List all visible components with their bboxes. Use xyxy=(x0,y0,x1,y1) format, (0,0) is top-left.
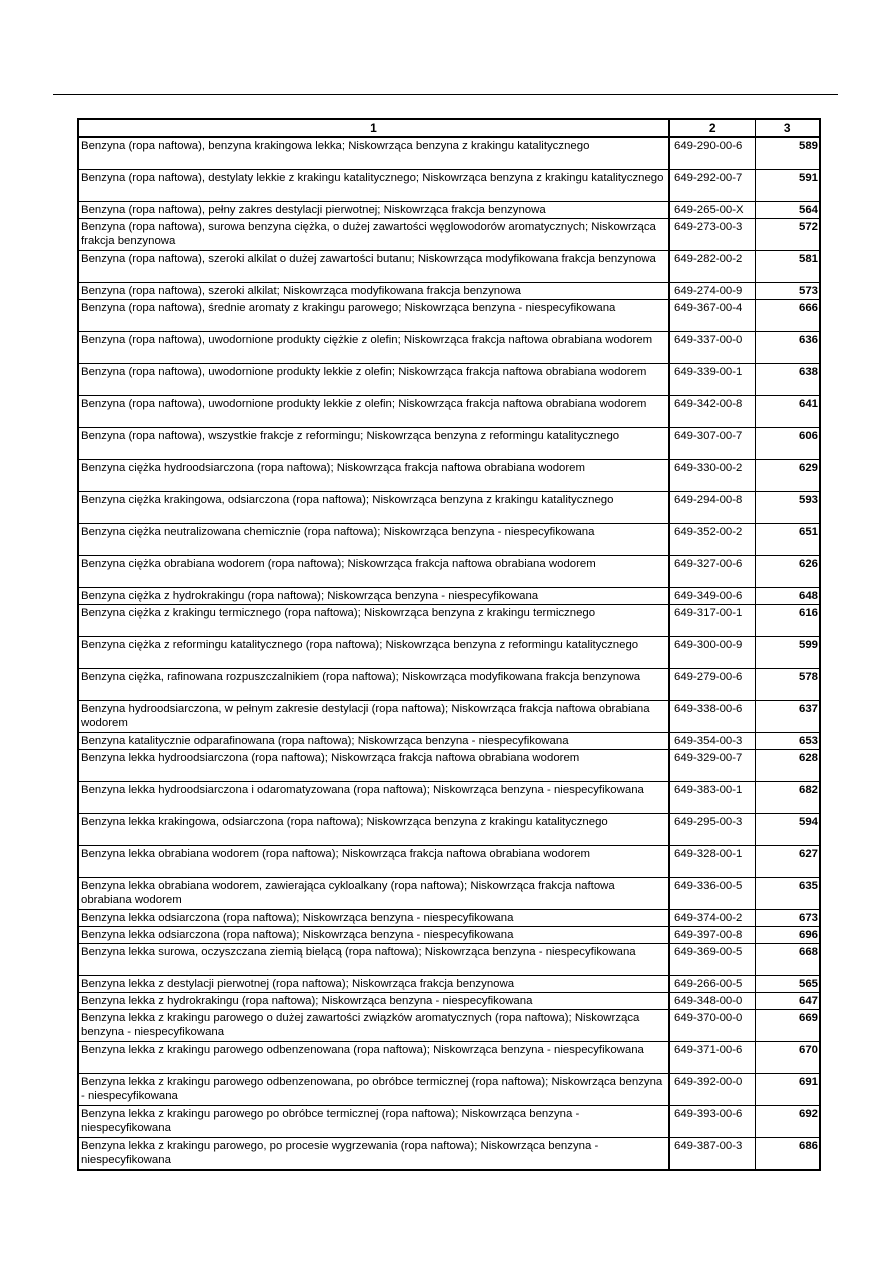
table-row xyxy=(78,1042,820,1074)
index-number-cell: 649-317-00-1 xyxy=(669,605,755,637)
page-number-cell: 616 xyxy=(755,605,820,637)
substance-name-cell: Benzyna (ropa naftowa), szeroki alkilat o dużej zawartości butanu; Niskowrząca modyfikowana frakcja benzynowa xyxy=(78,251,669,283)
table-row xyxy=(78,219,820,251)
table-row xyxy=(78,332,820,364)
table-row xyxy=(78,701,820,733)
page-number-cell: 647 xyxy=(755,993,820,1010)
index-number-cell: 649-338-00-6 xyxy=(669,701,755,733)
index-number-cell: 649-300-00-9 xyxy=(669,637,755,669)
page-number-cell: 691 xyxy=(755,1074,820,1106)
index-number-cell: 649-371-00-6 xyxy=(669,1042,755,1074)
table-row xyxy=(78,814,820,846)
substance-name-cell: Benzyna lekka surowa, oczyszczana ziemią bielącą (ropa naftowa); Niskowrząca benzyna - niespecyfikowana xyxy=(78,944,669,976)
substance-name-cell: Benzyna lekka z krakingu parowego o dużej zawartości związków aromatycznych (ropa naftowa); Niskowrząca benzyna - niespecyfikowana xyxy=(78,1010,669,1042)
table-row xyxy=(78,1106,820,1138)
page-number-cell: 635 xyxy=(755,878,820,910)
page-number-cell: 573 xyxy=(755,283,820,300)
index-number-cell: 649-329-00-7 xyxy=(669,750,755,782)
page-number-cell: 696 xyxy=(755,927,820,944)
table-row xyxy=(78,588,820,605)
substance-name-cell: Benzyna lekka z hydrokrakingu (ropa naftowa); Niskowrząca benzyna - niespecyfikowana xyxy=(78,993,669,1010)
index-number-cell: 649-282-00-2 xyxy=(669,251,755,283)
page-number-cell: 578 xyxy=(755,669,820,701)
page-number-cell: 581 xyxy=(755,251,820,283)
page-number-cell: 641 xyxy=(755,396,820,428)
page-number-cell: 673 xyxy=(755,910,820,927)
table-row xyxy=(78,556,820,588)
substance-name-cell: Benzyna (ropa naftowa), benzyna krakingowa lekka; Niskowrząca benzyna z krakingu katalitycznego xyxy=(78,137,669,170)
substance-name-cell: Benzyna lekka z krakingu parowego odbenzenowana, po obróbce termicznej (ropa naftowa); Niskowrząca benzyna - niespecyfikowana xyxy=(78,1074,669,1106)
page-number-cell: 599 xyxy=(755,637,820,669)
page-number-cell: 589 xyxy=(755,137,820,170)
page-number-cell: 572 xyxy=(755,219,820,251)
table-row xyxy=(78,492,820,524)
substance-name-cell: Benzyna ciężka z hydrokrakingu (ropa naftowa); Niskowrząca benzyna - niespecyfikowana xyxy=(78,588,669,605)
index-number-cell: 649-327-00-6 xyxy=(669,556,755,588)
page-number-cell: 653 xyxy=(755,733,820,750)
substance-name-cell: Benzyna (ropa naftowa), szeroki alkilat; Niskowrząca modyfikowana frakcja benzynowa xyxy=(78,283,669,300)
substance-name-cell: Benzyna (ropa naftowa), surowa benzyna ciężka, o dużej zawartości węglowodorów aromatycznych; Niskowrząca frakcja benzynowa xyxy=(78,219,669,251)
index-number-cell: 649-273-00-3 xyxy=(669,219,755,251)
index-number-cell: 649-328-00-1 xyxy=(669,846,755,878)
substance-name-cell: Benzyna (ropa naftowa), wszystkie frakcje z reformingu; Niskowrząca benzyna z reformingu katalitycznego xyxy=(78,428,669,460)
substance-name-cell: Benzyna (ropa naftowa), destylaty lekkie z krakingu katalitycznego; Niskowrząca benzyna z krakingu katalitycznego xyxy=(78,170,669,202)
table-row xyxy=(78,170,820,202)
table-row xyxy=(78,944,820,976)
substance-name-cell: Benzyna lekka z krakingu parowego, po procesie wygrzewania (ropa naftowa); Niskowrząca benzyna - niespecyfikowana xyxy=(78,1138,669,1171)
index-number-cell: 649-266-00-5 xyxy=(669,976,755,993)
table-row xyxy=(78,283,820,300)
index-number-cell: 649-339-00-1 xyxy=(669,364,755,396)
substance-name-cell: Benzyna ciężka, rafinowana rozpuszczalnikiem (ropa naftowa); Niskowrząca modyfikowana frakcja benzynowa xyxy=(78,669,669,701)
table-row xyxy=(78,669,820,701)
table-row xyxy=(78,300,820,332)
index-number-cell: 649-290-00-6 xyxy=(669,137,755,170)
table-row xyxy=(78,605,820,637)
page-number-cell: 637 xyxy=(755,701,820,733)
table-row xyxy=(78,1010,820,1042)
substance-index-table xyxy=(77,118,821,1171)
index-number-cell: 649-370-00-0 xyxy=(669,1010,755,1042)
table-row xyxy=(78,428,820,460)
table-row xyxy=(78,137,820,170)
table-row xyxy=(78,993,820,1010)
page-number-cell: 593 xyxy=(755,492,820,524)
index-number-cell: 649-383-00-1 xyxy=(669,782,755,814)
table-row xyxy=(78,202,820,219)
index-number-cell: 649-393-00-6 xyxy=(669,1106,755,1138)
substance-name-cell: Benzyna lekka krakingowa, odsiarczona (ropa naftowa); Niskowrząca benzyna z krakingu katalitycznego xyxy=(78,814,669,846)
substance-name-cell: Benzyna lekka z krakingu parowego odbenzenowana (ropa naftowa); Niskowrząca benzyna - niespecyfikowana xyxy=(78,1042,669,1074)
index-number-cell: 649-279-00-6 xyxy=(669,669,755,701)
substance-name-cell: Benzyna ciężka obrabiana wodorem (ropa naftowa); Niskowrząca frakcja naftowa obrabiana wodorem xyxy=(78,556,669,588)
substance-name-cell: Benzyna (ropa naftowa), pełny zakres destylacji pierwotnej; Niskowrząca frakcja benzynowa xyxy=(78,202,669,219)
index-number-cell: 649-392-00-0 xyxy=(669,1074,755,1106)
page-number-cell: 668 xyxy=(755,944,820,976)
index-number-cell: 649-367-00-4 xyxy=(669,300,755,332)
index-number-cell: 649-369-00-5 xyxy=(669,944,755,976)
page-number-cell: 682 xyxy=(755,782,820,814)
header-rule xyxy=(53,94,838,95)
index-number-cell: 649-387-00-3 xyxy=(669,1138,755,1171)
table-body xyxy=(78,137,820,1170)
table-row xyxy=(78,524,820,556)
substance-name-cell: Benzyna lekka z krakingu parowego po obróbce termicznej (ropa naftowa); Niskowrząca benzyna - niespecyfikowana xyxy=(78,1106,669,1138)
page-number-cell: 606 xyxy=(755,428,820,460)
substance-name-cell: Benzyna ciężka krakingowa, odsiarczona (ropa naftowa); Niskowrząca benzyna z krakingu katalitycznego xyxy=(78,492,669,524)
index-number-cell: 649-274-00-9 xyxy=(669,283,755,300)
table-row xyxy=(78,364,820,396)
page-number-cell: 564 xyxy=(755,202,820,219)
page-number-cell: 591 xyxy=(755,170,820,202)
page-number-cell: 628 xyxy=(755,750,820,782)
column-header-index: 2 xyxy=(669,119,755,137)
page-number-cell: 627 xyxy=(755,846,820,878)
page-number-cell: 648 xyxy=(755,588,820,605)
substance-name-cell: Benzyna ciężka hydroodsiarczona (ropa naftowa); Niskowrząca frakcja naftowa obrabiana wodorem xyxy=(78,460,669,492)
table-row xyxy=(78,251,820,283)
page-number-cell: 629 xyxy=(755,460,820,492)
substance-name-cell: Benzyna hydroodsiarczona, w pełnym zakresie destylacji (ropa naftowa); Niskowrząca frakcja naftowa obrabiana wodorem xyxy=(78,701,669,733)
substance-name-cell: Benzyna (ropa naftowa), uwodornione produkty ciężkie z olefin; Niskowrząca frakcja naftowa obrabiana wodorem xyxy=(78,332,669,364)
substance-name-cell: Benzyna ciężka z reformingu katalitycznego (ropa naftowa); Niskowrząca benzyna z reformingu katalitycznego xyxy=(78,637,669,669)
index-number-cell: 649-307-00-7 xyxy=(669,428,755,460)
substance-name-cell: Benzyna ciężka z krakingu termicznego (ropa naftowa); Niskowrząca benzyna z krakingu termicznego xyxy=(78,605,669,637)
substance-name-cell: Benzyna (ropa naftowa), uwodornione produkty lekkie z olefin; Niskowrząca frakcja naftowa obrabiana wodorem xyxy=(78,396,669,428)
substance-name-cell: Benzyna lekka z destylacji pierwotnej (ropa naftowa); Niskowrząca frakcja benzynowa xyxy=(78,976,669,993)
index-number-cell: 649-337-00-0 xyxy=(669,332,755,364)
substance-name-cell: Benzyna katalitycznie odparafinowana (ropa naftowa); Niskowrząca benzyna - niespecyfikowana xyxy=(78,733,669,750)
page-number-cell: 692 xyxy=(755,1106,820,1138)
substance-name-cell: Benzyna lekka odsiarczona (ropa naftowa); Niskowrząca benzyna - niespecyfikowana xyxy=(78,910,669,927)
index-number-cell: 649-374-00-2 xyxy=(669,910,755,927)
table-row xyxy=(78,846,820,878)
table-row xyxy=(78,460,820,492)
index-number-cell: 649-295-00-3 xyxy=(669,814,755,846)
index-number-cell: 649-292-00-7 xyxy=(669,170,755,202)
index-number-cell: 649-352-00-2 xyxy=(669,524,755,556)
table-row xyxy=(78,910,820,927)
index-number-cell: 649-342-00-8 xyxy=(669,396,755,428)
page-number-cell: 686 xyxy=(755,1138,820,1171)
table-row xyxy=(78,750,820,782)
page-number-cell: 594 xyxy=(755,814,820,846)
substance-name-cell: Benzyna (ropa naftowa), uwodornione produkty lekkie z olefin; Niskowrząca frakcja naftowa obrabiana wodorem xyxy=(78,364,669,396)
page-number-cell: 565 xyxy=(755,976,820,993)
table-row xyxy=(78,396,820,428)
column-header-page: 3 xyxy=(755,119,820,137)
column-header-name: 1 xyxy=(78,119,669,137)
table-row xyxy=(78,1074,820,1106)
page-number-cell: 670 xyxy=(755,1042,820,1074)
index-number-cell: 649-336-00-5 xyxy=(669,878,755,910)
substance-name-cell: Benzyna lekka obrabiana wodorem, zawierająca cykloalkany (ropa naftowa); Niskowrząca frakcja naftowa obrabiana wodorem xyxy=(78,878,669,910)
table-header-row xyxy=(78,119,820,137)
table-row xyxy=(78,927,820,944)
substance-name-cell: Benzyna ciężka neutralizowana chemicznie (ropa naftowa); Niskowrząca benzyna - niespecyfikowana xyxy=(78,524,669,556)
substance-name-cell: Benzyna lekka hydroodsiarczona i odaromatyzowana (ropa naftowa); Niskowrząca benzyna - niespecyfikowana xyxy=(78,782,669,814)
index-number-cell: 649-354-00-3 xyxy=(669,733,755,750)
substance-name-cell: Benzyna lekka odsiarczona (ropa naftowa); Niskowrząca benzyna - niespecyfikowana xyxy=(78,927,669,944)
table-row xyxy=(78,733,820,750)
page-number-cell: 638 xyxy=(755,364,820,396)
index-number-cell: 649-294-00-8 xyxy=(669,492,755,524)
index-number-cell: 649-265-00-X xyxy=(669,202,755,219)
substance-name-cell: Benzyna lekka hydroodsiarczona (ropa naftowa); Niskowrząca frakcja naftowa obrabiana wodorem xyxy=(78,750,669,782)
page-number-cell: 626 xyxy=(755,556,820,588)
page-number-cell: 636 xyxy=(755,332,820,364)
page-number-cell: 669 xyxy=(755,1010,820,1042)
substance-name-cell: Benzyna lekka obrabiana wodorem (ropa naftowa); Niskowrząca frakcja naftowa obrabiana wodorem xyxy=(78,846,669,878)
index-number-cell: 649-349-00-6 xyxy=(669,588,755,605)
table-row xyxy=(78,878,820,910)
index-number-cell: 649-397-00-8 xyxy=(669,927,755,944)
page-number-cell: 651 xyxy=(755,524,820,556)
page-number-cell: 666 xyxy=(755,300,820,332)
table-row xyxy=(78,637,820,669)
index-number-cell: 649-348-00-0 xyxy=(669,993,755,1010)
table-row xyxy=(78,1138,820,1171)
index-number-cell: 649-330-00-2 xyxy=(669,460,755,492)
table-row xyxy=(78,976,820,993)
substance-name-cell: Benzyna (ropa naftowa), średnie aromaty z krakingu parowego; Niskowrząca benzyna - niespecyfikowana xyxy=(78,300,669,332)
table-row xyxy=(78,782,820,814)
